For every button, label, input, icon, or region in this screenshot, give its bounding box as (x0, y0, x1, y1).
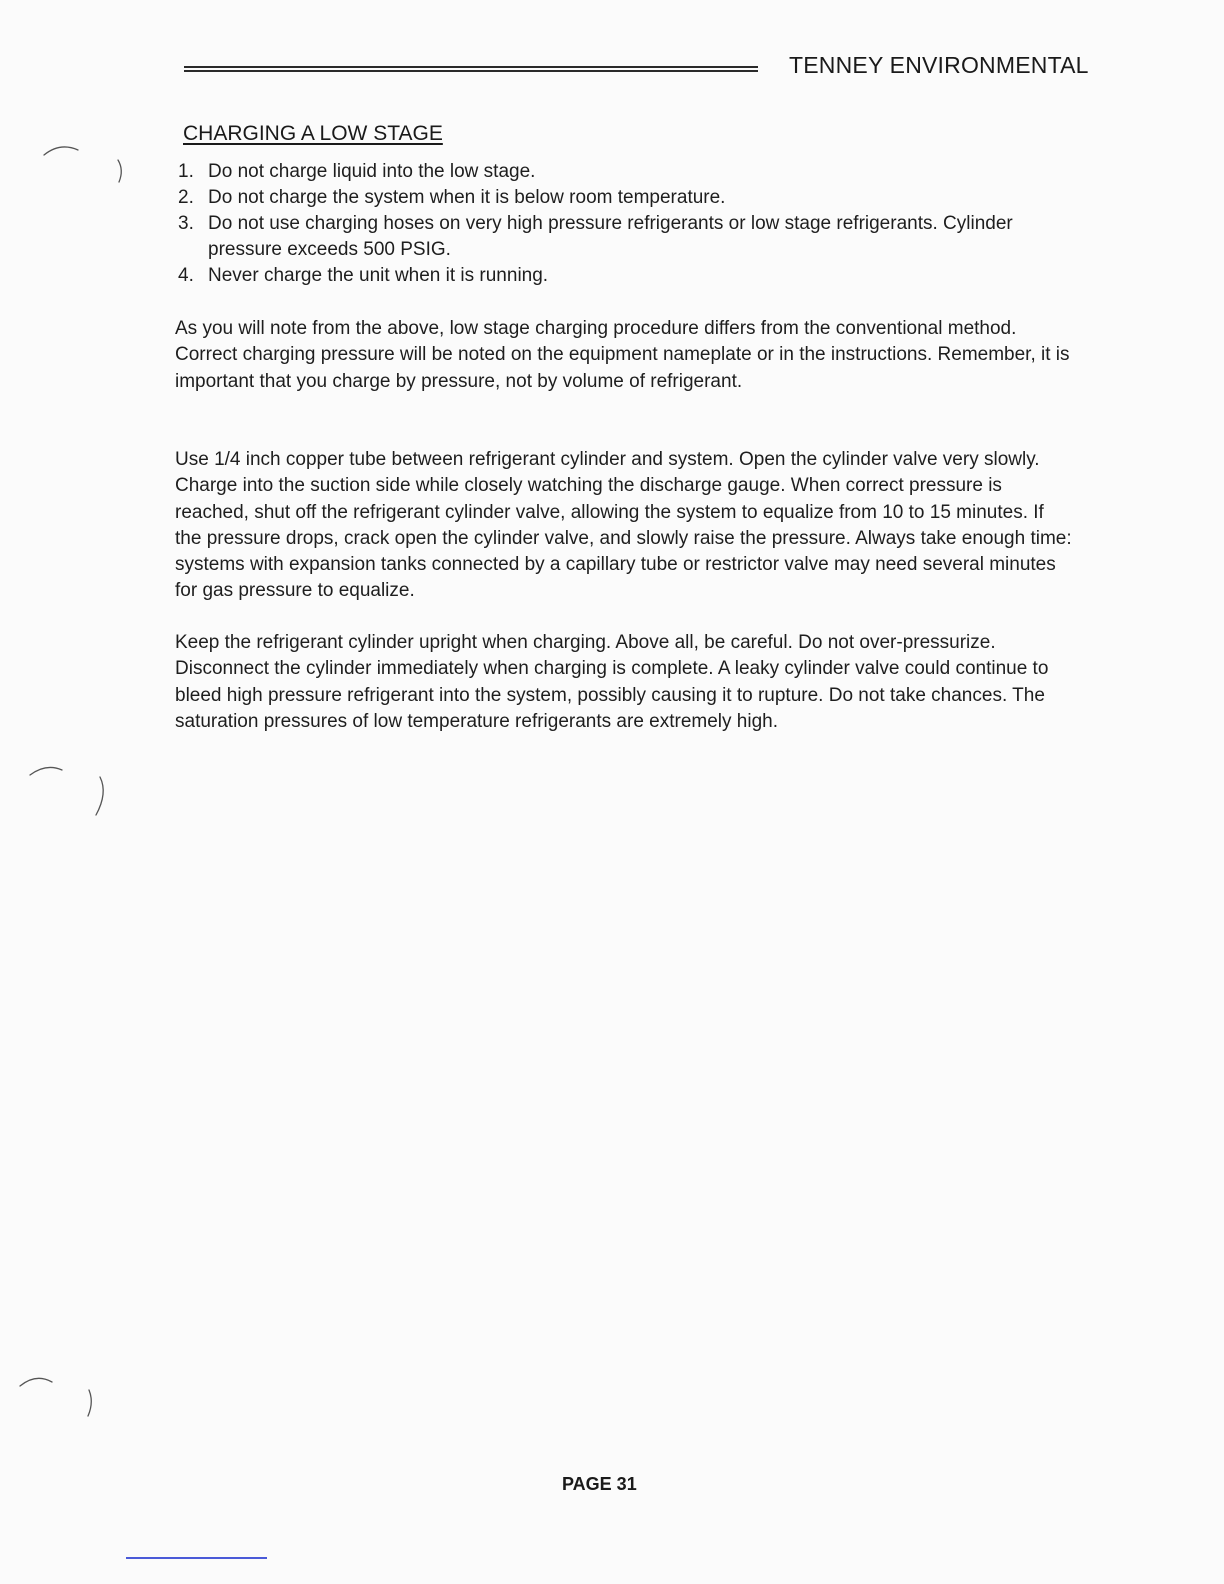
paragraph-charging-steps: Use 1/4 inch copper tube between refrigerant cylinder and system. Open the cylinder valve very slowly. Charge into the suction side while closely watching the discharge gauge. When correct pressure is reached, shut off the refrigerant cylinder valve, allowing the system to equalize from 10 to 15 minutes. If the pressure drops, crack open the cylinder valve, and slowly raise the pressure. Always take enough time: systems with expansion tanks connected by a capillary tube or restrictor valve may need several minutes for gas pressure to equalize. (175, 449, 1072, 602)
list-item (178, 211, 1058, 263)
binder-hole-middle-arc (30, 767, 62, 775)
binder-hole-bottom-arc (20, 1378, 52, 1386)
page-number: PAGE 31 (562, 1474, 637, 1494)
header-rule-line-bottom (184, 70, 758, 72)
header-company-name: TENNEY ENVIRONMENTAL (789, 52, 1089, 78)
header-double-rule (184, 66, 758, 72)
list-item-text: Do not charge liquid into the low stage. (208, 161, 536, 182)
binder-hole-top-paren (118, 160, 121, 182)
paragraph-procedure-note: As you will note from the above, low stage charging procedure differs from the conventional method. Correct charging pressure will be noted on the equipment nameplate or in the instructions. Remember, it is important that you charge by pressure, not by volume of refrigerant. (175, 318, 1070, 392)
list-item-text: Do not use charging hoses on very high pressure refrigerants or low stage refrigerants. Cylinder pressure exceeds 500 PSIG. (208, 213, 1013, 260)
binder-hole-bottom-paren (88, 1390, 91, 1416)
list-item (178, 159, 1058, 185)
list-item-text: Never charge the unit when it is running. (208, 265, 549, 286)
paragraph-safety-warning: Keep the refrigerant cylinder upright when charging. Above all, be careful. Do not over-pressurize. Disconnect the cylinder immediately when charging is complete. A leaky cylinder valve could continue to bleed high pressure refrigerant into the system, possibly causing it to rupture. Do not take chances. The saturation pressures of low temperature refrigerants are extremely high. (175, 632, 1049, 732)
list-item-text: Do not charge the system when it is below room temperature. (208, 187, 726, 208)
list-item-number: 3. (178, 213, 194, 234)
header-rule-line-top (184, 66, 758, 68)
binder-hole-top-arc (44, 147, 78, 155)
section-title: CHARGING A LOW STAGE (183, 122, 443, 145)
list-item-number: 2. (178, 187, 194, 208)
list-item-number: 1. (178, 161, 194, 182)
list-item (178, 185, 1058, 211)
list-item-number: 4. (178, 265, 194, 286)
charging-rules-list (178, 159, 1058, 289)
footer-rule (126, 1557, 267, 1559)
binder-hole-middle-paren (96, 777, 103, 815)
list-item (178, 263, 1058, 289)
